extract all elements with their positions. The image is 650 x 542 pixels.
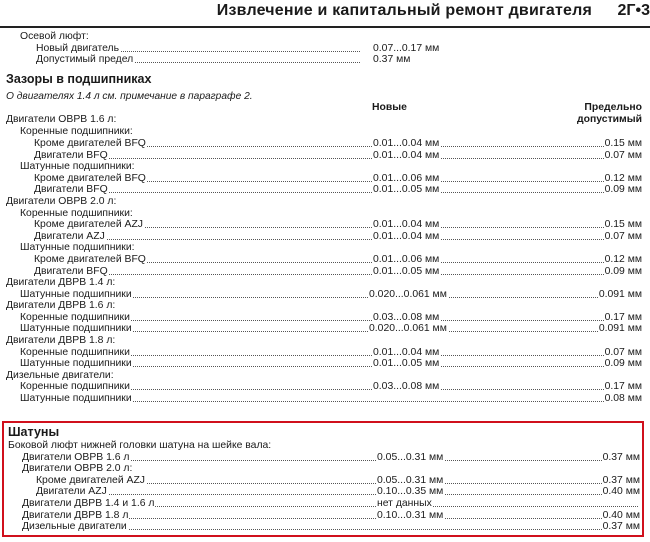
new-value: 0.01...0.04 мм bbox=[373, 137, 440, 149]
rods-subtitle-label: Боковой люфт нижней головки шатуна на шейке вала: bbox=[8, 440, 272, 451]
value: 0.37 мм bbox=[373, 54, 411, 66]
bearings-note: О двигателях 1.4 л см. примечание в параграфе 2. bbox=[6, 90, 253, 102]
column-limit-header bbox=[577, 102, 642, 126]
dot-leader bbox=[42, 529, 638, 530]
row-label: Двигатели ДВРВ 1.8 л: bbox=[6, 335, 116, 347]
row-label: Коренные подшипники bbox=[20, 311, 130, 323]
table-row bbox=[0, 196, 650, 208]
table-row bbox=[0, 43, 650, 55]
table-row bbox=[0, 173, 650, 185]
row-label: Допустимый предел bbox=[36, 54, 134, 66]
limit-value: 0.09 мм bbox=[604, 265, 642, 277]
column-limit-header-line2: допустимый bbox=[577, 114, 642, 126]
table-row bbox=[0, 312, 650, 324]
dot-leader bbox=[54, 192, 640, 193]
table-row bbox=[0, 208, 650, 220]
new-value: 0.020...0.061 мм bbox=[369, 323, 447, 335]
new-value: 0.01...0.04 мм bbox=[373, 230, 440, 242]
table-row bbox=[0, 231, 650, 243]
dot-leader bbox=[56, 494, 638, 495]
row-label: Шатунные подшипники bbox=[20, 393, 132, 405]
limit-value: 0.17 мм bbox=[604, 381, 642, 393]
row-label: Дизельные двигатели: bbox=[6, 369, 114, 381]
new-value: 0.05...0.31 мм bbox=[377, 451, 444, 463]
new-value: 0.01...0.06 мм bbox=[373, 253, 440, 265]
table-row bbox=[0, 138, 650, 150]
limit-value: 0.091 мм bbox=[598, 288, 642, 300]
rods-heading: Шатуны bbox=[8, 425, 60, 439]
first-engine-group: Двигатели OBPB 1.6 л: bbox=[6, 114, 117, 126]
table-row bbox=[0, 393, 650, 405]
row-label: Коренные подшипники: bbox=[20, 207, 133, 219]
row-label: Шатунные подшипники bbox=[20, 358, 132, 370]
row-label: Кроме двигателей AZJ bbox=[34, 219, 143, 231]
row-label: Двигатели OBPB 2.0 л: bbox=[6, 195, 117, 207]
new-value: 0.020...0.061 мм bbox=[369, 288, 447, 300]
table-row bbox=[0, 358, 650, 370]
column-limit-header-line1: Предельно bbox=[584, 102, 642, 114]
limit-value: 0.40 мм bbox=[602, 509, 640, 521]
axial-play-rows bbox=[0, 43, 650, 66]
dot-leader bbox=[54, 239, 640, 240]
content bbox=[0, 31, 650, 405]
limit-value: 0.40 мм bbox=[602, 486, 640, 498]
new-value: 0.01...0.05 мм bbox=[373, 184, 440, 196]
row-label: Двигатели BFQ bbox=[34, 265, 108, 277]
table-row bbox=[0, 266, 650, 278]
new-value: 0.01...0.04 мм bbox=[373, 346, 440, 358]
limit-value: 0.37 мм bbox=[602, 451, 640, 463]
page-title: Извлечение и капитальный ремонт двигателя bbox=[216, 2, 592, 19]
row-label: Новый двигатель bbox=[36, 42, 120, 54]
rods-subtitle bbox=[4, 440, 646, 452]
row-label: Двигатели OBPB 1.6 л bbox=[22, 451, 130, 463]
row-label: Двигатели BFQ bbox=[34, 149, 108, 161]
new-value: 0.01...0.05 мм bbox=[373, 265, 440, 277]
table-row bbox=[0, 150, 650, 162]
table-row bbox=[4, 498, 646, 510]
new-value: нет данных bbox=[377, 497, 432, 509]
new-value: 0.10...0.31 мм bbox=[377, 509, 444, 521]
table-row bbox=[0, 381, 650, 393]
row-label: Двигатели ДВРВ 1.4 и 1.6 л bbox=[22, 497, 155, 509]
limit-value: 0.09 мм bbox=[604, 358, 642, 370]
row-label: Шатунные подшипники: bbox=[20, 161, 135, 173]
row-label: Двигатели BFQ bbox=[34, 184, 108, 196]
table-row bbox=[0, 161, 650, 173]
row-label: Шатунные подшипники bbox=[20, 288, 132, 300]
row-label: Шатунные подшипники bbox=[20, 323, 132, 335]
row-label: Дизельные двигатели bbox=[22, 521, 127, 533]
row-label: Кроме двигателей AZJ bbox=[36, 474, 145, 486]
dot-leader bbox=[42, 460, 638, 461]
table-row bbox=[0, 347, 650, 359]
limit-value: 0.37 мм bbox=[602, 521, 640, 533]
new-value: 0.05...0.31 мм bbox=[377, 474, 444, 486]
value: 0.07...0.17 мм bbox=[373, 42, 440, 54]
row-label: Двигатели AZJ bbox=[36, 486, 107, 498]
row-label: Коренные подшипники bbox=[20, 381, 130, 393]
new-value: 0.01...0.04 мм bbox=[373, 149, 440, 161]
table-row bbox=[4, 463, 646, 475]
table-row bbox=[0, 54, 650, 66]
bearings-table bbox=[0, 126, 650, 404]
row-label: Коренные подшипники: bbox=[20, 126, 133, 138]
table-row bbox=[0, 277, 650, 289]
row-label: Двигатели ДВРВ 1.6 л: bbox=[6, 300, 116, 312]
table-row bbox=[0, 126, 650, 138]
table-row bbox=[0, 254, 650, 266]
new-value: 0.10...0.35 мм bbox=[377, 486, 444, 498]
table-row bbox=[0, 323, 650, 335]
limit-value: 0.08 мм bbox=[604, 393, 642, 405]
limit-value: 0.15 мм bbox=[604, 137, 642, 149]
table-row bbox=[0, 335, 650, 347]
table-row bbox=[4, 452, 646, 464]
bearings-column-headers bbox=[0, 102, 650, 126]
table-row bbox=[4, 486, 646, 498]
limit-value: 0.17 мм bbox=[604, 311, 642, 323]
new-value: 0.03...0.08 мм bbox=[373, 381, 440, 393]
table-row bbox=[0, 242, 650, 254]
row-label: Двигатели OBPB 2.0 л: bbox=[22, 463, 133, 475]
row-label: Двигатели ДВРВ 1.4 л: bbox=[6, 277, 116, 289]
limit-value: 0.07 мм bbox=[604, 230, 642, 242]
dot-leader bbox=[54, 274, 640, 275]
new-value: 0.01...0.06 мм bbox=[373, 172, 440, 184]
new-value: 0.03...0.08 мм bbox=[373, 311, 440, 323]
row-label: Кроме двигателей BFQ bbox=[34, 253, 146, 265]
row-label: Двигатели ДВРВ 1.8 л bbox=[22, 509, 129, 521]
table-row bbox=[0, 219, 650, 231]
limit-value: 0.07 мм bbox=[604, 149, 642, 161]
table-row bbox=[4, 510, 646, 522]
new-value: 0.01...0.05 мм bbox=[373, 358, 440, 370]
dot-leader bbox=[42, 518, 638, 519]
limit-value: 0.09 мм bbox=[604, 184, 642, 196]
row-label: Кроме двигателей BFQ bbox=[34, 137, 146, 149]
limit-value: 0.12 мм bbox=[604, 253, 642, 265]
limit-value: 0.12 мм bbox=[604, 172, 642, 184]
row-label: Кроме двигателей BFQ bbox=[34, 172, 146, 184]
dot-leader bbox=[54, 158, 640, 159]
table-row bbox=[0, 370, 650, 382]
limit-value: 0.15 мм bbox=[604, 219, 642, 231]
bearings-heading: Зазоры в подшипниках bbox=[6, 71, 152, 86]
connecting-rods-highlight-box bbox=[2, 421, 644, 537]
table-row bbox=[0, 289, 650, 301]
axial-play-title-label: Осевой люфт: bbox=[20, 31, 89, 42]
page-number: 2Г•3 bbox=[617, 2, 650, 19]
table-row bbox=[4, 475, 646, 487]
limit-value: 0.07 мм bbox=[604, 346, 642, 358]
table-row bbox=[0, 300, 650, 312]
page-header bbox=[0, 0, 650, 28]
limit-value: 0.37 мм bbox=[602, 474, 640, 486]
row-label: Двигатели AZJ bbox=[34, 230, 105, 242]
column-new-header: Новые bbox=[372, 102, 407, 114]
axial-play-title bbox=[0, 31, 650, 43]
limit-value: 0.091 мм bbox=[598, 323, 642, 335]
rods-table bbox=[4, 452, 646, 533]
table-row bbox=[4, 521, 646, 533]
table-row bbox=[0, 184, 650, 196]
row-label: Коренные подшипники bbox=[20, 346, 130, 358]
new-value: 0.01...0.04 мм bbox=[373, 219, 440, 231]
row-label: Шатунные подшипники: bbox=[20, 242, 135, 254]
